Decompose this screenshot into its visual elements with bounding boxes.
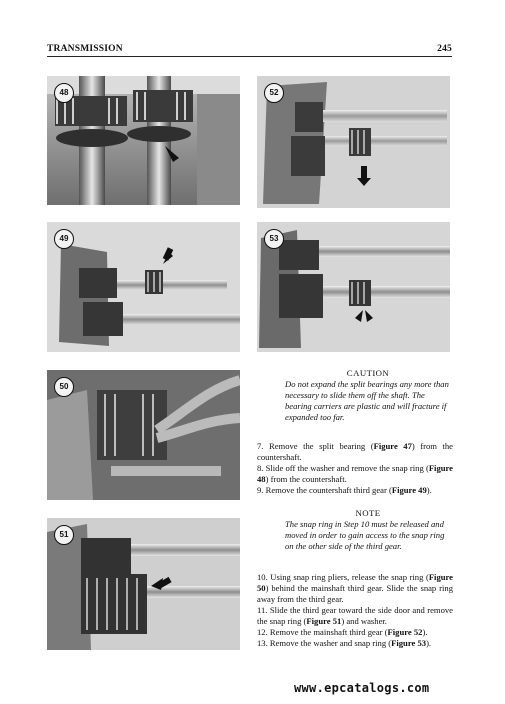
steps-group-b [257,572,453,649]
figure-number-badge: 50 [54,377,74,397]
chapter-title: TRANSMISSION [47,44,123,54]
step-12: 12. Remove the mainshaft third gear (Figure 52). [257,627,428,637]
figure-reference: Figure 49 [391,485,427,495]
figure-number-badge: 48 [54,83,74,103]
figure-reference: Figure 50 [257,572,453,593]
header-rule [47,56,452,57]
figure-reference: Figure 52 [387,627,423,637]
step-9: 9. Remove the countershaft third gear (Figure 49). [257,485,432,495]
figure-number-badge: 52 [264,83,284,103]
figure-53-photo [257,222,450,352]
figure-reference: Figure 51 [306,616,342,626]
figure-number-badge: 51 [54,525,74,545]
figure-50-photo [47,370,240,500]
steps-group-a [257,441,453,496]
page-number: 245 [437,44,452,54]
watermark-link[interactable]: www.epcatalogs.com [294,681,430,695]
step-13: 13. Remove the washer and snap ring (Figure 53). [257,638,432,648]
figure-51-photo [47,518,240,650]
caution-heading: CAUTION [346,368,390,378]
step-11: 11. Slide the third gear toward the side door and remove the snap ring (Figure 51) and washer. [257,605,453,626]
figure-number-badge: 49 [54,229,74,249]
figure-reference: Figure 53 [391,638,427,648]
figure-49-photo [47,222,240,352]
step-7: 7. Remove the split bearing (Figure 47) from the countershaft. [257,441,453,462]
caution-text: Do not expand the split bearings any more than necessary to slide them off the shaft. The bearing carriers are plastic and will fracture if expanded too far. [285,379,449,422]
figure-reference: Figure 47 [373,441,412,451]
caution-notice [283,368,453,423]
note-text: The snap ring in Step 10 must be released and moved in order to gain access to the snap ring on the other side of the third gear. [285,519,445,551]
step-8: 8. Slide off the washer and remove the snap ring (Figure 48) from the countershaft. [257,463,453,484]
step-10: 10. Using snap ring pliers, release the snap ring (Figure 50) behind the mainshaft third gear. Slide the snap ring away from the third gear. [257,572,453,604]
note-heading: NOTE [355,508,381,518]
figure-52-photo [257,76,450,208]
note-notice [283,508,453,552]
figure-number-badge: 53 [264,229,284,249]
figure-48-photo [47,76,240,205]
figure-reference: Figure 48 [257,463,453,484]
